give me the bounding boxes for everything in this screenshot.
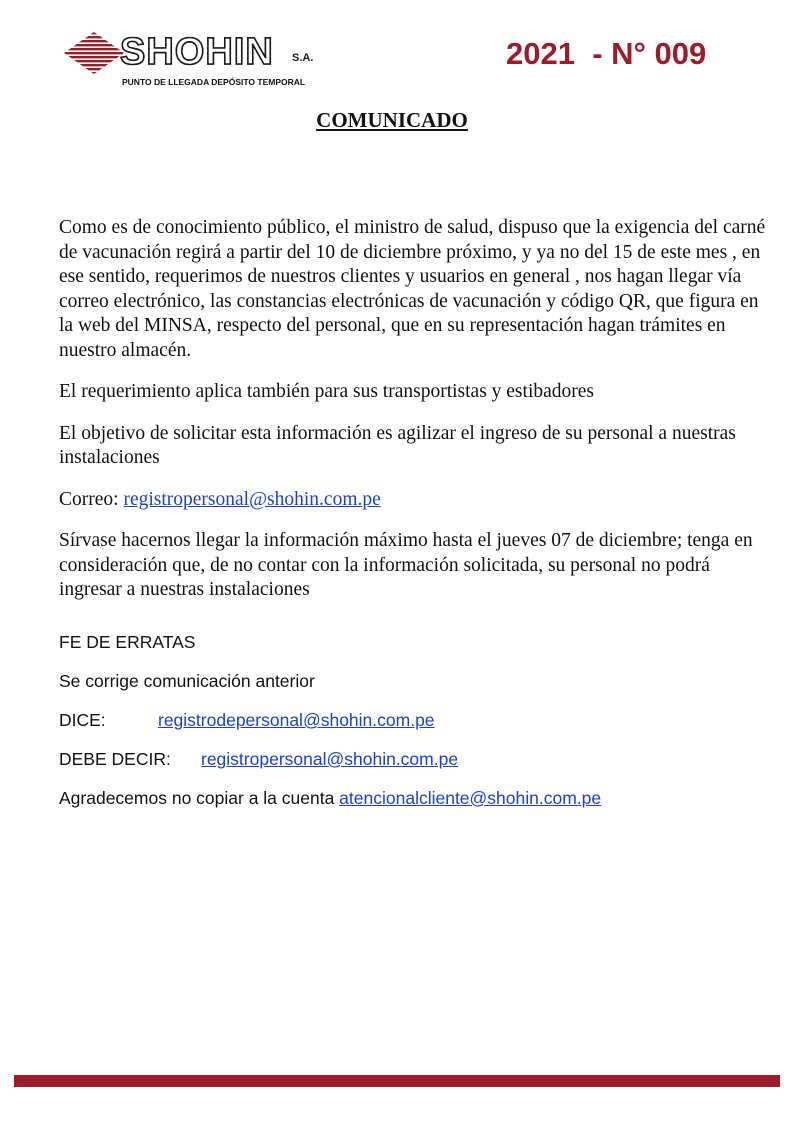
- logo-diamond-icon: [64, 32, 124, 74]
- paragraph-deadline: Sírvase hacernos llegar la información máximo hasta el jueves 07 de diciembre; tenga en consideración que, de no contar con la información solicitada, su personal no podrá ingresar a nuestras instalaciones: [59, 530, 753, 600]
- logo-wordmark: SHOHIN: [120, 31, 274, 73]
- paragraph-scope: El requerimiento aplica también para sus transportistas y estibadores: [59, 381, 595, 402]
- errata-heading: FE DE ERRATAS: [59, 632, 196, 652]
- errata-note: Se corrige comunicación anterior: [59, 671, 315, 691]
- correo-email-link[interactable]: registropersonal@shohin.com.pe: [123, 488, 381, 510]
- page-title: COMUNICADO: [316, 108, 468, 132]
- paragraph-correo: [59, 488, 769, 513]
- errata-closing: [59, 786, 769, 810]
- errata-section: [59, 630, 769, 825]
- logo-suffix: S.A.: [292, 52, 314, 64]
- document-number: 2021 - N° 009: [506, 36, 707, 71]
- errata-dice-row: [59, 708, 769, 732]
- letter-body: [59, 216, 769, 620]
- errata-debe-row: [59, 747, 769, 771]
- closing-text: Agradecemos no copiar a la cuenta: [59, 788, 340, 808]
- debe-email-link[interactable]: registropersonal@shohin.com.pe: [201, 749, 459, 769]
- footer-bar: [14, 1075, 780, 1087]
- debe-label: DEBE DECIR:: [59, 749, 171, 769]
- paragraph-objective: El objetivo de solicitar esta información es agilizar el ingreso de su personal a nuestras instalaciones: [59, 422, 736, 468]
- company-logo: [64, 30, 334, 92]
- logo-tagline: PUNTO DE LLEGADA DEPÓSITO TEMPORAL: [122, 77, 306, 87]
- dice-email-link[interactable]: registrodepersonal@shohin.com.pe: [158, 710, 435, 730]
- paragraph-vaccination: Como es de conocimiento público, el ministro de salud, dispuso que la exigencia del carné de vacunación regirá a partir del 10 de diciembre próximo, y ya no del 15 de este mes , en ese sentido, requerimos de nuestros clientes y usuarios en general , nos hagan llegar vía correo electrónico, las constancias electrónicas de vacunación y código QR, que figura en la web del MINSA, respecto del personal, que en su representación hagan trámites en nuestro almacén.: [59, 217, 766, 361]
- closing-email-link[interactable]: atencionalcliente@shohin.com.pe: [339, 788, 602, 808]
- dice-label: DICE:: [59, 710, 106, 730]
- correo-label: Correo:: [59, 488, 124, 510]
